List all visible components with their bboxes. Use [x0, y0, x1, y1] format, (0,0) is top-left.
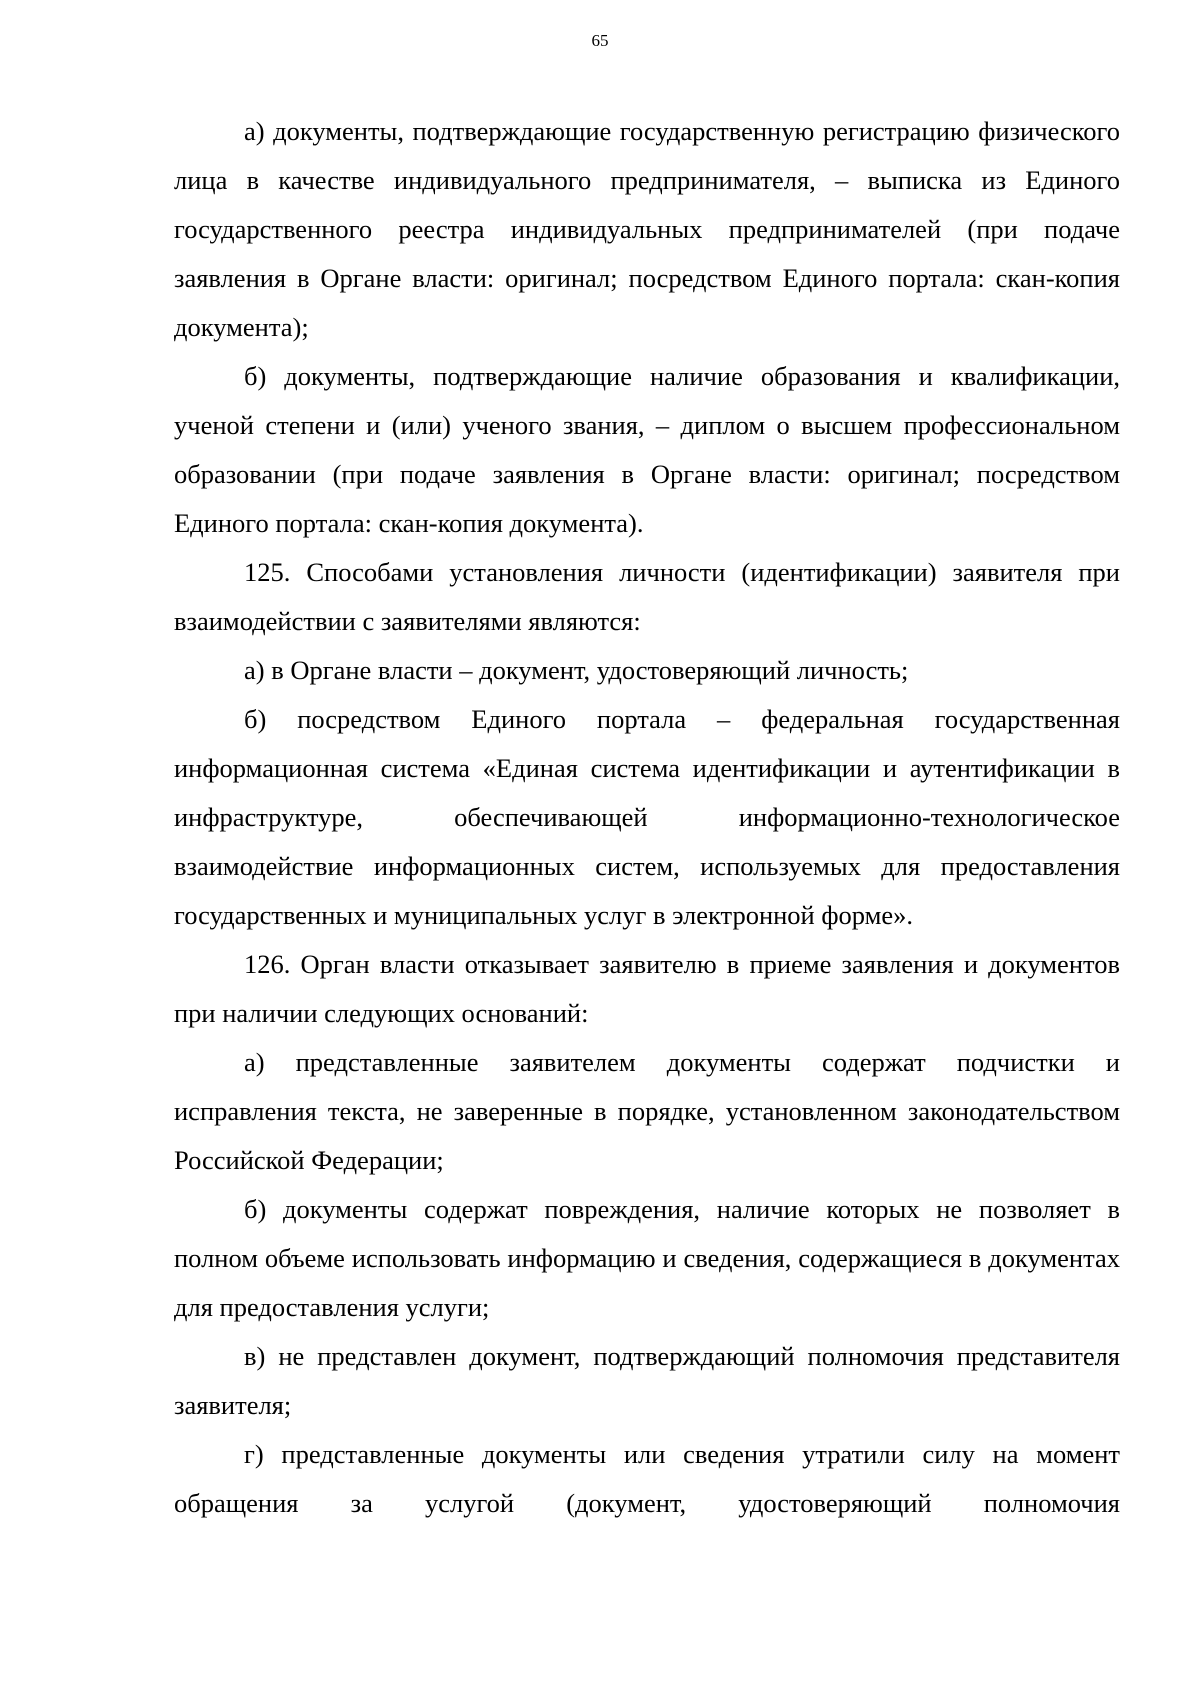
paragraph-item-b-damage: б) документы содержат повреждения, наличие которых не позволяет в полном объеме использовать информацию и сведения, содержащиеся в документах для предоставления услуги;: [174, 1194, 1120, 1322]
paragraph-item-b-education-docs: б) документы, подтверждающие наличие образования и квалификации, ученой степени и (или) ученого звания, – диплом о высшем профессиональном образовании (при подаче заявления в Органе власти: оригинал; посредством Единого портала: скан-копия документа).: [174, 361, 1120, 538]
page-number: 65: [591, 31, 609, 50]
document-body: [174, 107, 1120, 1528]
paragraph-item-a-corrections: а) представленные заявителем документы содержат подчистки и исправления текста, не заверенные в порядке, установленном законодательством Российской Федерации;: [174, 1047, 1120, 1175]
paragraph-item-a-registration-docs: а) документы, подтверждающие государственную регистрацию физического лица в качестве индивидуального предпринимателя, – выписка из Единого государственного реестра индивидуальных предпринимателей (при подаче заявления в Органе власти: оригинал; посредством Единого портала: скан-копия документа);: [174, 116, 1120, 342]
paragraph-item-g-expired-docs: г) представленные документы или сведения утратили силу на момент обращения за услугой (документ, удостоверяющий полномочия: [174, 1439, 1120, 1518]
paragraph-126-refusal: 126. Орган власти отказывает заявителю в приеме заявления и документов при наличии следующих оснований:: [174, 949, 1120, 1028]
paragraph-item-b-portal-esia: б) посредством Единого портала – федеральная государственная информационная система «Единая система идентификации и аутентификации в инфраструктуре, обеспечивающей информационно-технологическое взаимодействие информационных систем, используемых для предоставления государственных и муниципальных услуг в электронной форме».: [174, 704, 1120, 930]
paragraph-item-v-no-authority-doc: в) не представлен документ, подтверждающий полномочия представителя заявителя;: [174, 1341, 1120, 1420]
paragraph-item-a-authority-id: а) в Органе власти – документ, удостоверяющий личность;: [244, 655, 909, 685]
paragraph-125-identification: 125. Способами установления личности (идентификации) заявителя при взаимодействии с заявителями являются:: [174, 557, 1120, 636]
